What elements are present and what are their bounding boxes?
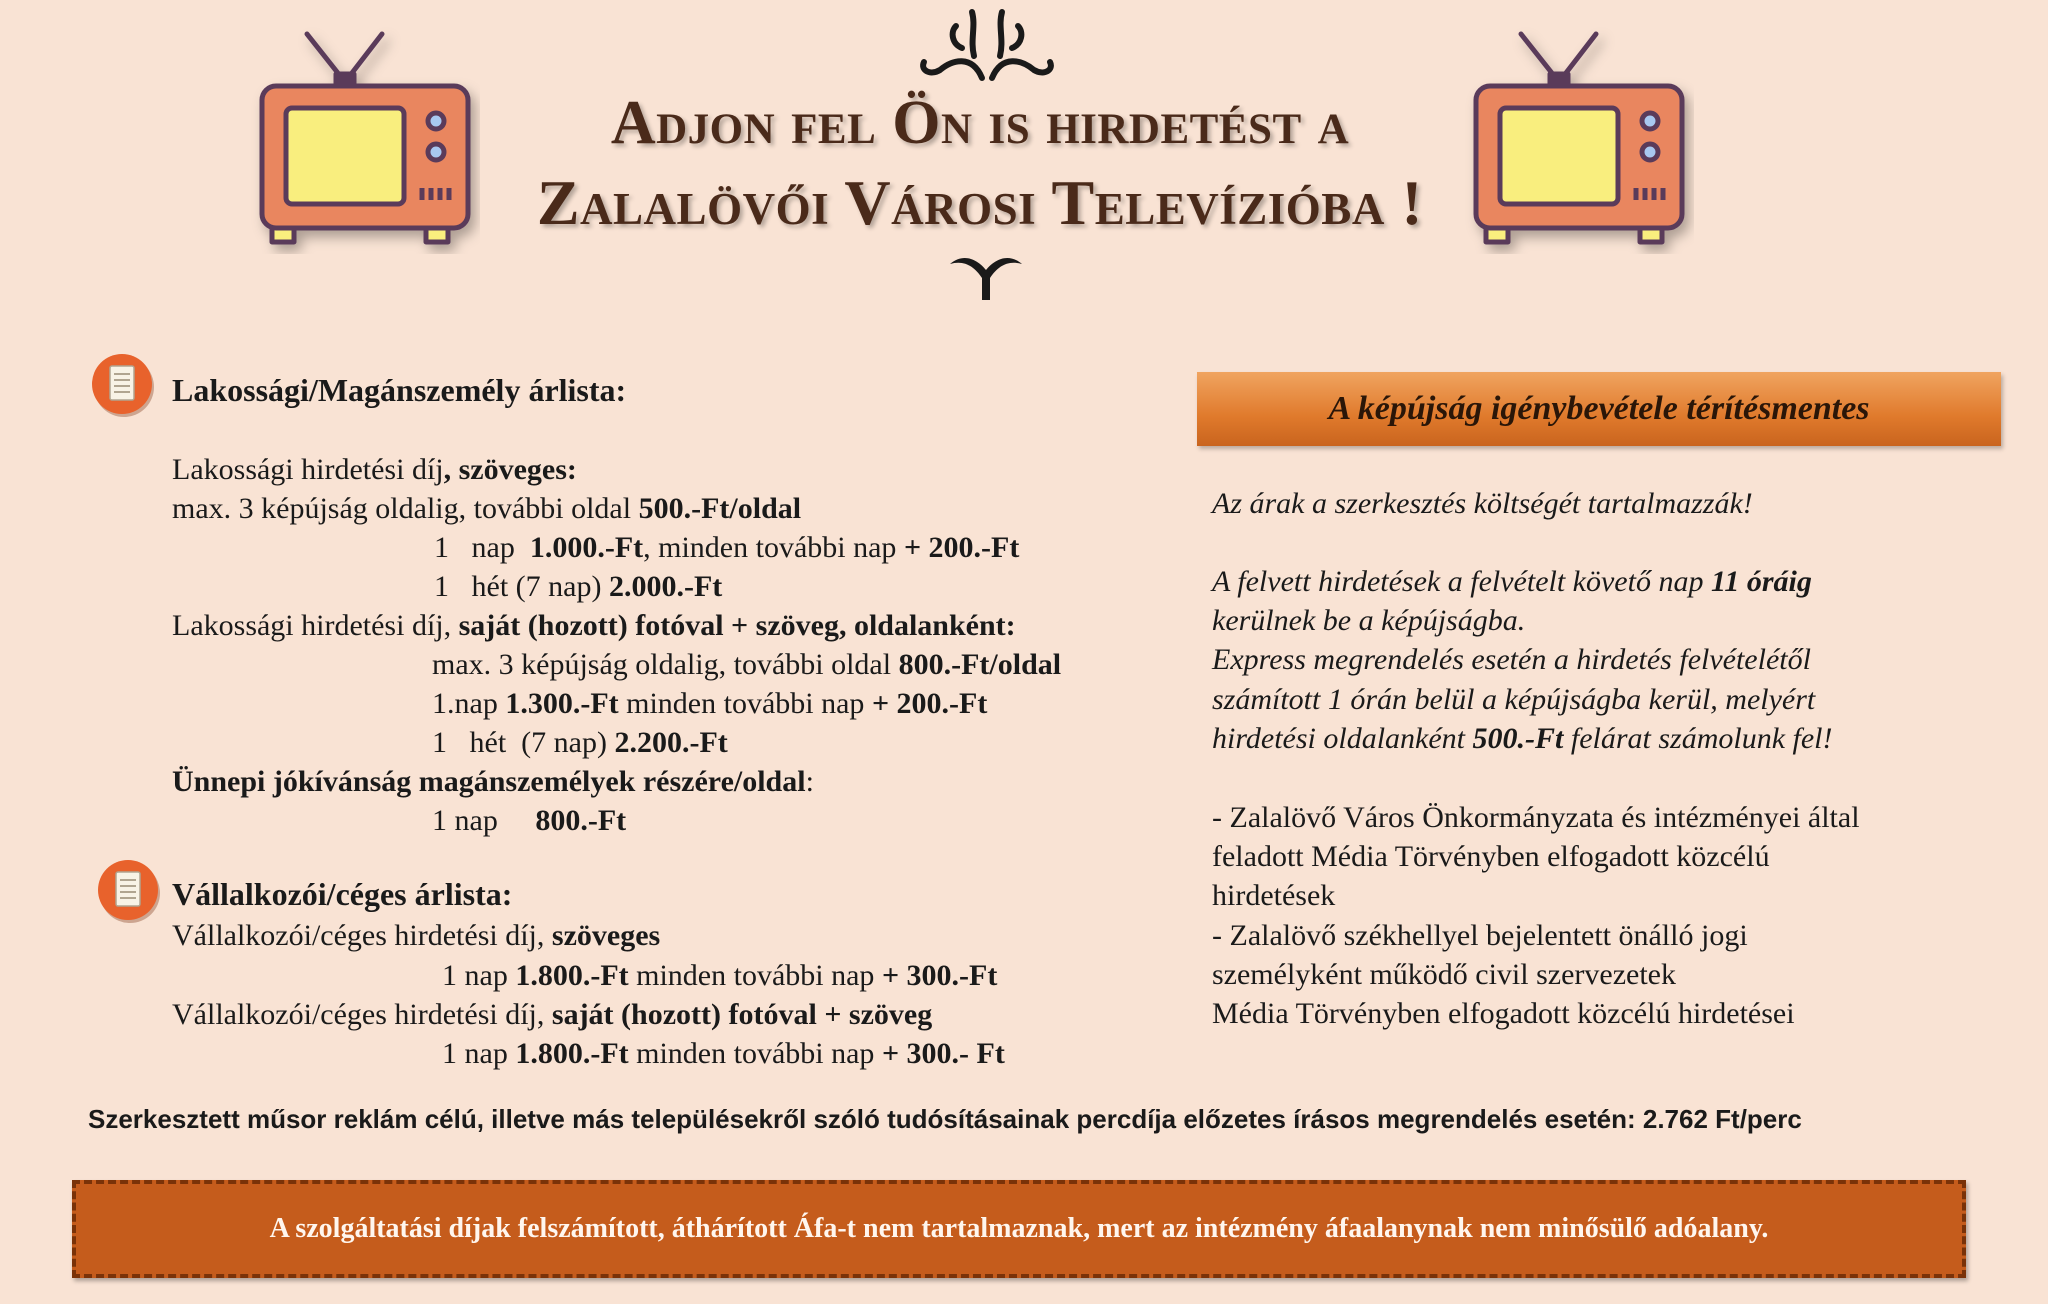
text: , szöveges: (443, 453, 577, 486)
text: 1 hét (7 nap) (432, 726, 615, 759)
text: 1 nap (434, 531, 530, 564)
private-line-5 (172, 606, 1016, 645)
text: 1 hét (7 nap) (434, 570, 609, 603)
text: felárat számolunk fel! (1563, 722, 1833, 755)
price: 2.200.-Ft (614, 726, 728, 759)
private-line-2 (172, 489, 801, 528)
footer-text: A szolgáltatási díjak felszámított, áthárított Áfa-t nem tartalmaznak, mert az intézmény áfaalanynak nem minősülő adóalany. (269, 1213, 1769, 1244)
right-line-3: kerülnek be a képújságba. (1212, 604, 1526, 637)
text: Vállalkozói/céges hirdetési díj, (172, 998, 552, 1031)
business-line-2 (442, 956, 997, 995)
banner-text: A képújság igénybevétele térítésmentes (1328, 390, 1870, 427)
right-line-2 (1212, 562, 1812, 601)
right-line-11: személyként működő civil szervezetek (1212, 958, 1676, 991)
private-pricelist-heading: Lakossági/Magánszemély árlista: (172, 372, 627, 408)
right-line-12: Média Törvényben elfogadott közcélú hirdetései (1212, 997, 1795, 1030)
right-line-9: hirdetések (1212, 879, 1336, 912)
title-line-2: Zalalövői Városi Televízióba ! (536, 167, 1424, 238)
business-line-1 (172, 916, 660, 955)
price: 2.000.-Ft (608, 570, 723, 603)
text: Lakossági hirdetési díj (172, 453, 444, 486)
price: + 200.-Ft (871, 687, 988, 720)
private-line-4 (434, 567, 722, 606)
text: , minden további nap (643, 531, 904, 564)
text: minden további nap (628, 959, 882, 992)
text: Ünnepi jókívánság magánszemélyek részére/oldal (172, 765, 806, 798)
text: 1 nap (432, 804, 536, 837)
bottom-ornament-icon (946, 250, 1026, 306)
private-line-10 (432, 801, 626, 840)
text: 1 nap (442, 1037, 516, 1070)
free-service-banner (1197, 372, 2001, 446)
per-minute-rate-note: Szerkesztett műsor reklám célú, illetve más településekről szóló tudósításainak percdíja előzetes írásos megrendelés esetén: 2.762 Ft/perc (88, 1104, 1802, 1134)
price: 1.000.-Ft (529, 531, 644, 564)
vat-footer-banner (72, 1180, 1966, 1278)
text: max. 3 képújság oldalig, további oldal (172, 492, 639, 525)
right-line-8: feladott Média Törvényben elfogadott közcélú (1212, 840, 1770, 873)
price: 800.-Ft/oldal (898, 648, 1062, 681)
business-line-4 (442, 1034, 1005, 1073)
price: 1.800.-Ft (515, 959, 629, 992)
top-ornament-icon (912, 4, 1062, 86)
text: minden további nap (618, 687, 872, 720)
text: saját (hozott) fotóval + szöveg, oldalanként: (458, 609, 1016, 642)
private-line-1 (172, 450, 577, 489)
price: + 200.-Ft (903, 531, 1020, 564)
price: 1.300.-Ft (505, 687, 619, 720)
private-line-7 (432, 684, 987, 723)
list-bullet-icon (96, 858, 162, 924)
text: hirdetési oldalanként (1212, 722, 1473, 755)
text: 11 óráig (1710, 565, 1812, 598)
text: 1.nap (432, 687, 506, 720)
text: Lakossági hirdetési díj, (172, 609, 459, 642)
business-line-3 (172, 995, 932, 1034)
private-line-9 (172, 762, 814, 801)
right-line-5: számított 1 órán belül a képújságba kerül, melyért (1212, 683, 1816, 716)
right-line-6 (1212, 719, 1833, 758)
text: Vállalkozói/céges hirdetési díj, (172, 919, 552, 952)
price: 800.-Ft (535, 804, 627, 837)
text: saját (hozott) fotóval + szöveg (551, 998, 933, 1031)
private-line-3 (434, 528, 1019, 567)
price: 1.800.-Ft (515, 1037, 629, 1070)
title-line-1: Adjon fel Ön is hirdetést a (610, 89, 1350, 157)
text: szöveges (551, 919, 661, 952)
private-line-6 (432, 645, 1061, 684)
right-line-7: - Zalalövő Város Önkormányzata és intézményei által (1212, 801, 1860, 834)
text: : (805, 765, 814, 798)
private-line-8 (432, 723, 728, 762)
right-line-4: Express megrendelés esetén a hirdetés felvételétől (1212, 643, 1811, 676)
price: + 300.-Ft (881, 959, 998, 992)
text: 1 nap (442, 959, 516, 992)
right-line-10: - Zalalövő székhellyel bejelentett önálló jogi (1212, 919, 1748, 952)
price: 500.-Ft (1472, 722, 1564, 755)
right-line-1: Az árak a szerkesztés költségét tartalmazzák! (1212, 487, 1753, 520)
text: A felvett hirdetések a felvételt követő nap (1212, 565, 1711, 598)
list-bullet-icon (90, 352, 156, 418)
text: max. 3 képújság oldalig, további oldal (432, 648, 899, 681)
price: + 300.- Ft (881, 1037, 1005, 1070)
business-pricelist-heading: Vállalkozói/céges árlista: (172, 876, 513, 912)
text: minden további nap (628, 1037, 882, 1070)
price: 500.-Ft/oldal (638, 492, 802, 525)
